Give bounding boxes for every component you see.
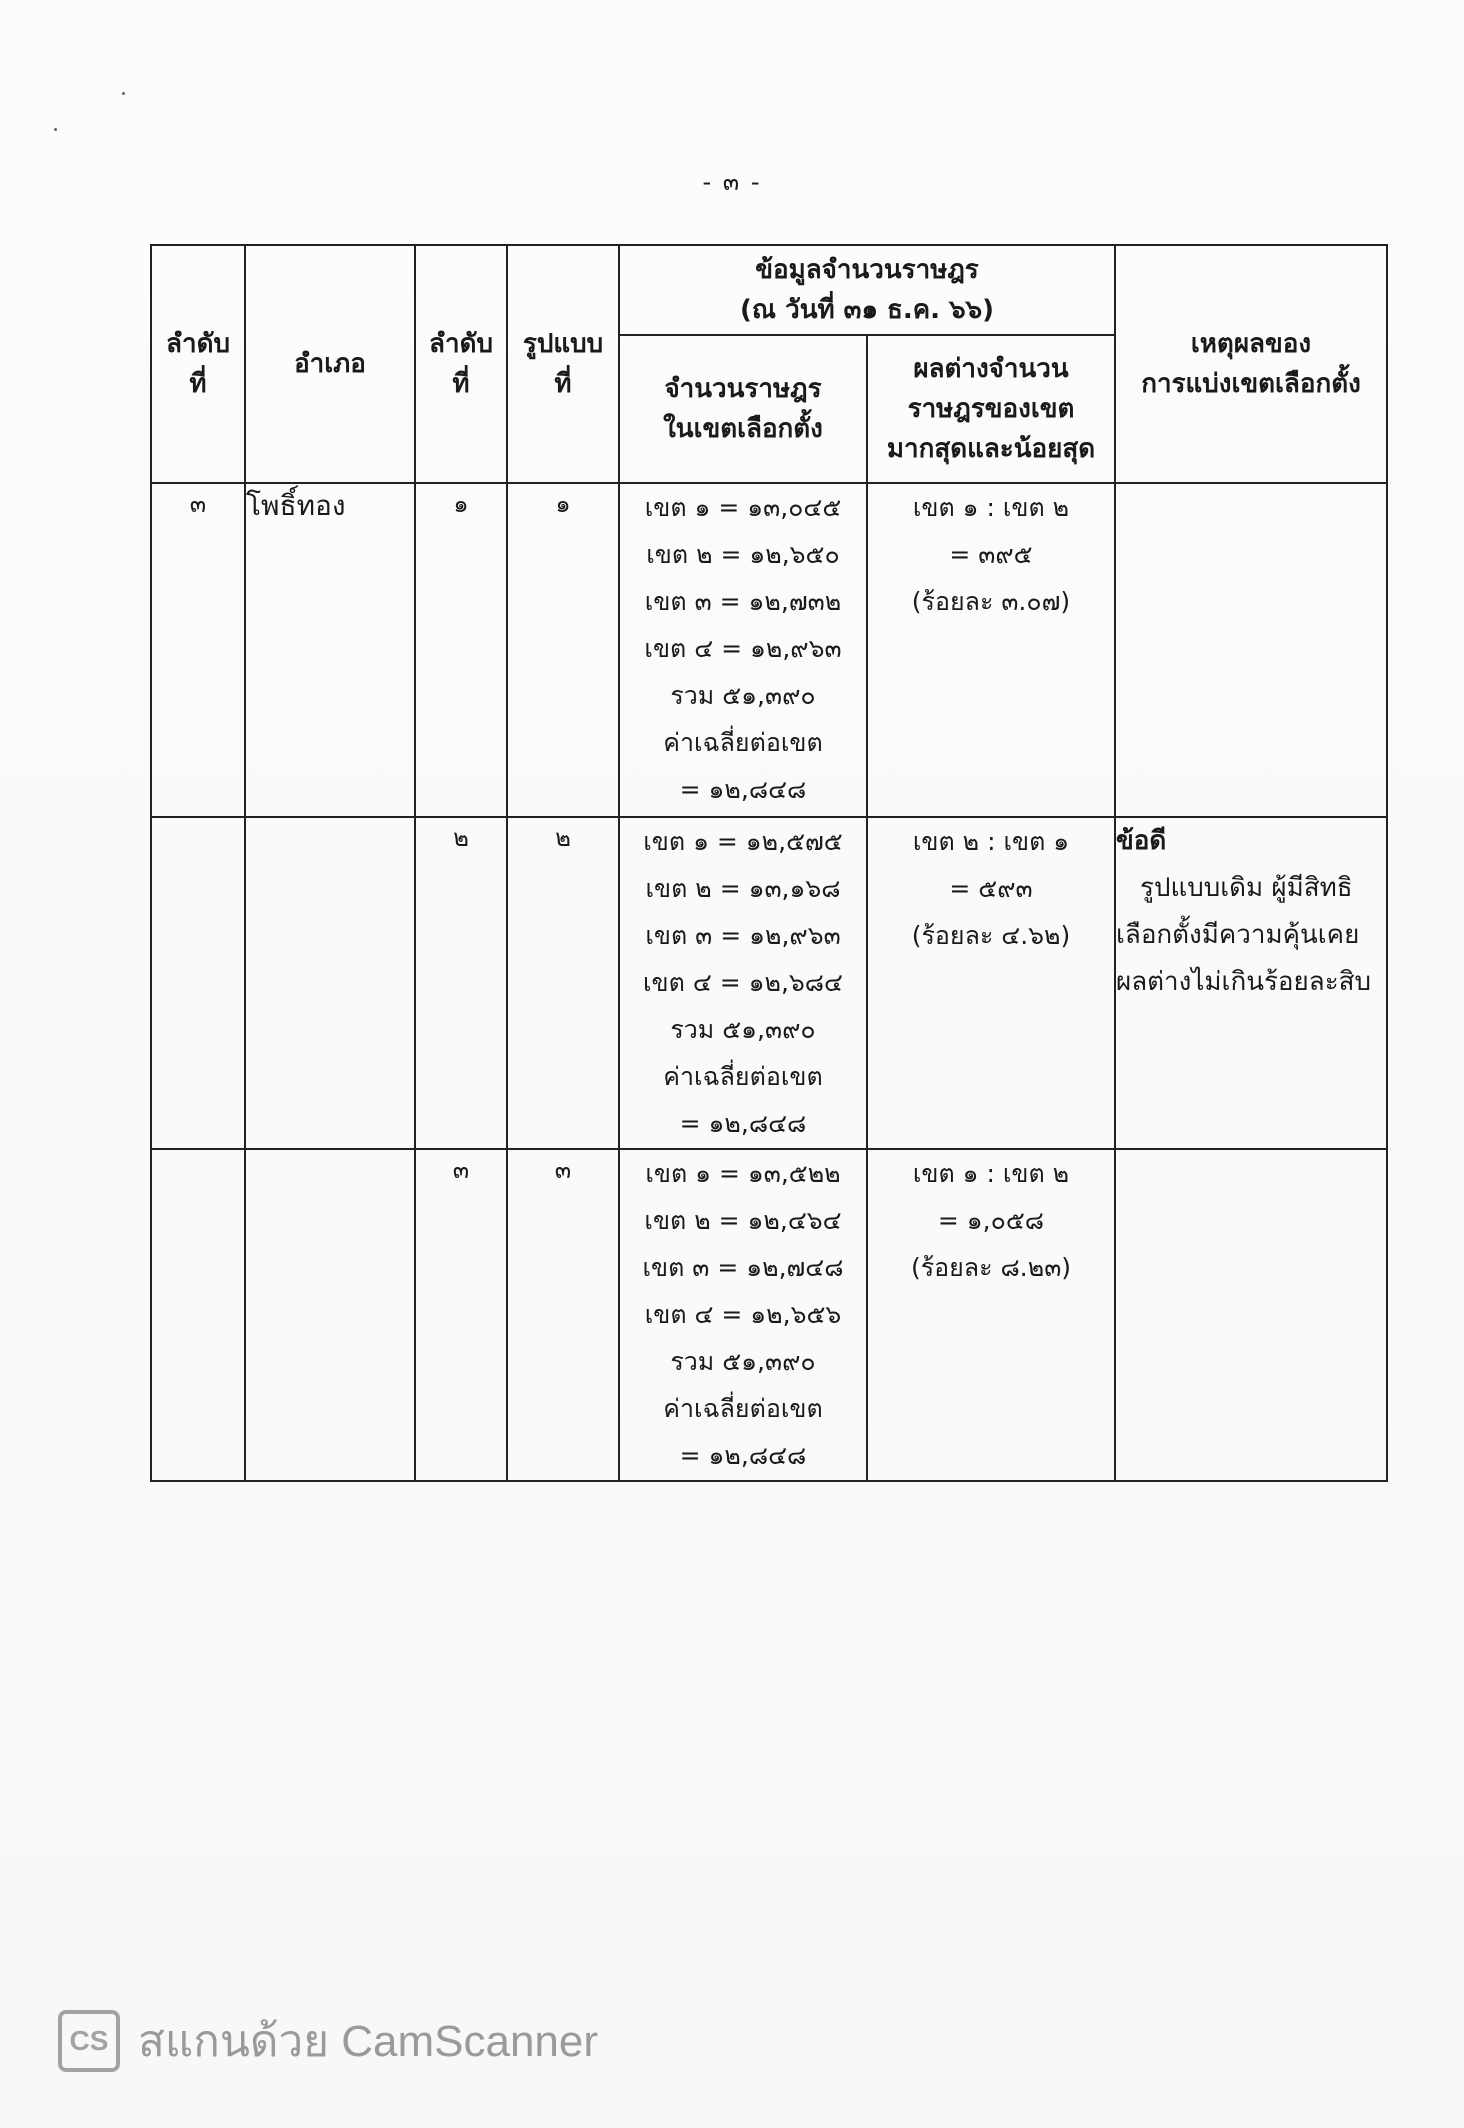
- row-reason: [1115, 817, 1387, 1149]
- diff-percent: (ร้อยละ ๘.๒๓): [910, 1253, 1072, 1282]
- diff-percent: (ร้อยละ ๔.๖๒): [911, 921, 1071, 950]
- diff-value: = ๕๙๓: [949, 874, 1033, 903]
- pop-average-label: ค่าเฉลี่ยต่อเขต: [663, 1062, 823, 1091]
- table-row: [151, 817, 1387, 1149]
- pop-line: เขต ๒ = ๑๒,๔๖๔: [644, 1206, 842, 1235]
- row-district: [245, 817, 415, 1149]
- pop-average-value: = ๑๒,๘๔๘: [679, 1109, 807, 1138]
- reason-title: ข้อดี: [1116, 826, 1167, 856]
- header-diff: ผลต่างจำนวน ราษฎรของเขต มากสุดและน้อยสุด: [867, 335, 1115, 483]
- pop-line: เขต ๓ = ๑๒,๗๔๘: [642, 1253, 844, 1282]
- row-seq2: ๒: [415, 817, 507, 1149]
- row-seq2: ๑: [415, 483, 507, 817]
- pop-line: เขต ๔ = ๑๒,๖๕๖: [644, 1300, 842, 1329]
- pop-average-label: ค่าเฉลี่ยต่อเขต: [663, 1394, 823, 1423]
- row-diff: [867, 1149, 1115, 1481]
- row-seq: [151, 1149, 245, 1481]
- row-reason: [1115, 1149, 1387, 1481]
- row-seq: ๓: [151, 483, 245, 817]
- pop-line: เขต ๓ = ๑๒,๙๖๓: [645, 921, 841, 950]
- pop-total: รวม ๕๑,๓๙๐: [670, 681, 816, 710]
- reason-line: รูปแบบเดิม ผู้มีสิทธิ: [1140, 873, 1353, 903]
- pop-average-value: = ๑๒,๘๔๘: [679, 1441, 807, 1470]
- diff-value: = ๑,๐๕๘: [937, 1206, 1045, 1235]
- header-reason: เหตุผลของ การแบ่งเขตเลือกตั้ง: [1115, 245, 1387, 483]
- header-form: รูปแบบ ที่: [507, 245, 619, 483]
- pop-total: รวม ๕๑,๓๙๐: [670, 1347, 816, 1376]
- pop-line: เขต ๑ = ๑๓,๐๔๕: [644, 493, 842, 522]
- diff-zones: เขต ๑ : เขต ๒: [912, 1159, 1070, 1188]
- page-number: - ๓ -: [702, 168, 762, 196]
- row-form: ๑: [507, 483, 619, 817]
- pop-line: เขต ๔ = ๑๒,๙๖๓: [644, 634, 842, 663]
- pop-line: เขต ๒ = ๑๒,๖๕๐: [646, 540, 840, 569]
- camscanner-watermark: [58, 2010, 598, 2072]
- diff-percent: (ร้อยละ ๓.๐๗): [911, 587, 1071, 616]
- header-info-group: ข้อมูลจำนวนราษฎร (ณ วันที่ ๓๑ ธ.ค. ๖๖): [619, 245, 1115, 335]
- header-row-top: [151, 245, 1387, 335]
- header-pop-in-zone: จำนวนราษฎร ในเขตเลือกตั้ง: [619, 335, 867, 483]
- row-pop-list: [619, 1149, 867, 1481]
- pop-average-label: ค่าเฉลี่ยต่อเขต: [663, 728, 823, 757]
- districts-table: [150, 244, 1388, 1482]
- table-row: [151, 483, 1387, 817]
- scan-speck: [54, 128, 57, 131]
- camscanner-logo-icon: CS: [58, 2010, 120, 2072]
- diff-value: = ๓๙๕: [949, 540, 1033, 569]
- header-seq: ลำดับ ที่: [151, 245, 245, 483]
- pop-line: เขต ๑ = ๑๒,๕๗๕: [643, 827, 843, 856]
- row-seq: [151, 817, 245, 1149]
- camscanner-text: สแกนด้วย CamScanner: [138, 2017, 599, 2066]
- row-seq2: ๓: [415, 1149, 507, 1481]
- diff-zones: เขต ๑ : เขต ๒: [912, 493, 1070, 522]
- row-diff: [867, 483, 1115, 817]
- row-district: [245, 1149, 415, 1481]
- row-pop-list: [619, 483, 867, 817]
- reason-line: เลือกตั้งมีความคุ้นเคย: [1116, 920, 1360, 950]
- row-reason: [1115, 483, 1387, 817]
- diff-zones: เขต ๒ : เขต ๑: [912, 827, 1070, 856]
- reason-line: ผลต่างไม่เกินร้อยละสิบ: [1116, 967, 1372, 997]
- pop-line: เขต ๑ = ๑๓,๕๒๒: [645, 1159, 841, 1188]
- scan-speck: [122, 92, 125, 95]
- row-diff: [867, 817, 1115, 1149]
- pop-line: เขต ๒ = ๑๓,๑๖๘: [645, 874, 841, 903]
- row-pop-list: [619, 817, 867, 1149]
- row-form: ๓: [507, 1149, 619, 1481]
- header-seq2: ลำดับ ที่: [415, 245, 507, 483]
- table-row: [151, 1149, 1387, 1481]
- pop-total: รวม ๕๑,๓๙๐: [670, 1015, 816, 1044]
- header-district: อำเภอ: [245, 245, 415, 483]
- row-district: โพธิ์ทอง: [245, 483, 415, 817]
- row-form: ๒: [507, 817, 619, 1149]
- pop-line: เขต ๔ = ๑๒,๖๘๔: [643, 968, 843, 997]
- pop-average-value: = ๑๒,๘๔๘: [679, 775, 807, 804]
- pop-line: เขต ๓ = ๑๒,๗๓๒: [644, 587, 842, 616]
